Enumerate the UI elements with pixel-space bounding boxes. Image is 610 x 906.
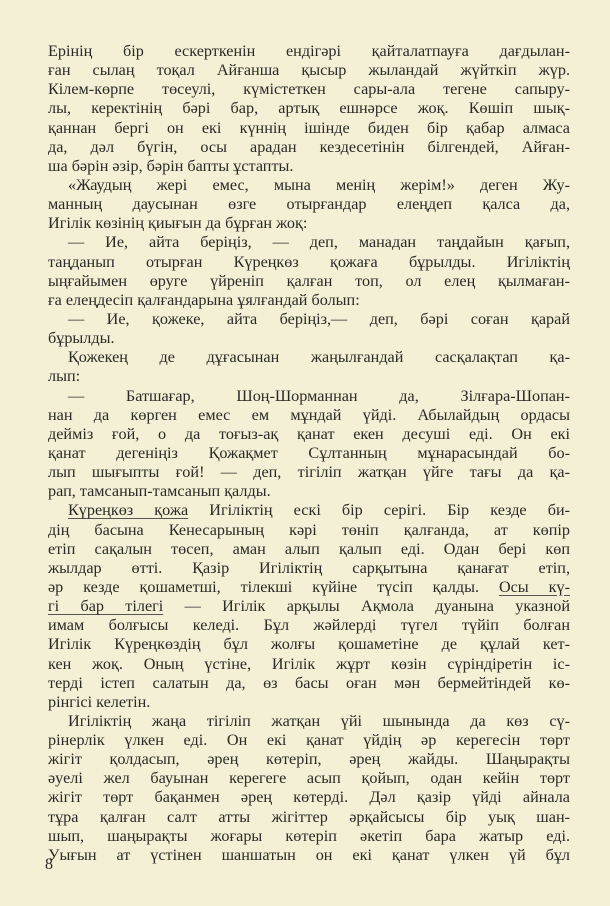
text-line: [48, 750, 570, 769]
text-line: [48, 463, 570, 482]
line-text: «Жаудың жері емес, мына менің жерім!» деген Жу-: [68, 175, 570, 194]
page-number: 8: [45, 856, 53, 873]
text-line: [48, 674, 570, 693]
line-text: шып, шаңырақты жоғары көтеріп әкетіп бара жатыр еді.: [48, 826, 570, 845]
line-text: манның даусынан өзге отырғандар елеңдеп қалса да,: [48, 195, 570, 214]
text-line: [48, 655, 570, 674]
text-line: [48, 769, 570, 788]
line-text: Қожекең де дұғасынан жаңылғандай сасқалақтап қа-: [68, 348, 570, 367]
line-text: — Батшағар, Шоң-Шорманнан да, Зілғара-Шопан-: [68, 386, 570, 405]
text-line: [48, 214, 570, 233]
text-line: [48, 99, 570, 118]
text-line: [48, 731, 570, 750]
line-text: әр кезде қошаметші, тілекші күйіне түсіп қалды.: [48, 577, 499, 596]
line-text: да, дәл бүгін, осы арадан кездесетінін білгендей, Айған-: [48, 137, 570, 156]
line-text: ша бәрін әзір, бәрін бапты ұстапты.: [48, 156, 294, 175]
text-line: [48, 501, 570, 520]
text-line: [48, 712, 570, 731]
line-text: нан да көрген емес ем мұндай үйді. Абылайдың ордасы: [48, 405, 570, 424]
line-text: әуелі жел бауынан керегеге асып қойып, одан кейін төрт: [48, 769, 570, 788]
text-line: [48, 138, 570, 157]
line-text: — Игілік арқылы Ақмола дуанына указной: [163, 597, 570, 616]
text-line: [48, 176, 570, 195]
line-text: дейміз ғой, о да тоғыз-ақ қанат екен десуші еді. Он екі: [48, 424, 570, 443]
text-line: [48, 808, 570, 827]
text-line: [48, 521, 570, 540]
line-text: етіп сақалын төсеп, аман алып қалып еді. Одан бері көп: [48, 539, 570, 558]
underlined-text: Осы кү-: [498, 577, 570, 596]
line-text: қаннан бергі он екі күннің ішінде биден бір қабар алмаса: [48, 118, 570, 137]
text-line: [48, 444, 570, 463]
text-line: [48, 846, 570, 865]
page-body: [48, 42, 570, 865]
line-text: ға елеңдесіп қалғандарына ұялғандай болып:: [48, 290, 360, 309]
text-line: [48, 61, 570, 80]
line-text: ыңғайымен өруге үйреніп қалған топ, ол елең қылмаған-: [48, 271, 570, 290]
line-text: Ерінің бір ескерткенін ендігәрі қайталатпауға дағдылан-: [48, 42, 570, 60]
text-line: [48, 482, 570, 501]
line-text: рап, тамсанып-тамсанып қалды.: [48, 482, 271, 501]
text-line: [48, 233, 570, 252]
text-line: [48, 119, 570, 138]
line-text: лып шығыпты ғой! — деп, тігіліп жатқан үйге тағы да қа-: [48, 463, 570, 482]
line-text: терді істеп салатын да, өз басы оған мән бермейтіндей кө-: [48, 673, 570, 692]
text-line: [48, 387, 570, 406]
text-line: [48, 788, 570, 807]
line-text: жігіт төрт бақанмен әрең көтерді. Дәл қазір үйді айнала: [48, 788, 570, 807]
text-line: [48, 195, 570, 214]
line-text: рінгісі келетін.: [48, 692, 151, 711]
line-text: жігіт қолдасып, әрең көтеріп, әрең жайды. Шаңырақты: [48, 750, 570, 769]
text-line: [48, 272, 570, 291]
underlined-text: Күреңкөз қожа: [68, 501, 189, 520]
text-line: [48, 635, 570, 654]
line-text: ған сылаң тоқал Айғанша қысыр жыландай жүйткіп жүр.: [48, 61, 570, 80]
text-line: [48, 157, 570, 176]
text-line: [48, 425, 570, 444]
text-line: [48, 348, 570, 367]
text-line: [48, 597, 570, 616]
line-text: жылдар өтті. Қазір Игіліктің сарқытына қанағат етіп,: [48, 558, 570, 577]
line-text: лы, керектінің бәрі бар, артық ешнәрсе жоқ. Көшіп шық-: [48, 99, 570, 118]
text-line: [48, 827, 570, 846]
text-line: [48, 291, 570, 310]
line-text: — Ие, айта беріңіз, — деп, манадан таңдайын қағып,: [68, 233, 570, 252]
line-text: бұрылды.: [48, 329, 115, 348]
line-text: қанат дегеніңіз Қожақмет Сұлтанның мұнарасындай бо-: [48, 443, 570, 462]
line-text: Уығын ат үстінен шаншатын он екі қанат үлкен үй бұл: [48, 845, 570, 864]
text-line: [48, 406, 570, 425]
line-text: таңданып отырған Күреңкөз қожаға бұрылды. Игіліктің: [48, 252, 570, 271]
text-line: [48, 367, 570, 386]
line-text: Кілем-көрпе төсеулі, күмістеткен сары-ала тегене сапыру-: [48, 80, 570, 99]
text-line: [48, 42, 570, 61]
line-text: Игіліктің жаңа тігіліп жатқан үйі шынында да көз сү-: [68, 711, 570, 730]
text-line: [48, 540, 570, 559]
text-line: [48, 310, 570, 329]
line-text: — Ие, қожеке, айта беріңіз,— деп, бәрі соған қарай: [68, 309, 570, 328]
line-text: рінерлік үлкен еді. Он екі қанат үйдің әр керегесін төрт: [48, 731, 570, 750]
line-text: Игіліктің ескі бір серігі. Бір кезде би-: [188, 501, 570, 520]
line-text: дің басына Кенесарының кәрі төніп қалғанда, ат көпір: [48, 520, 570, 539]
line-text: Игілік Күреңкөздің бұл жолғы қошаметіне де құлай кет-: [48, 635, 570, 654]
text-line: [48, 253, 570, 272]
underlined-text: гі бар тілегі: [48, 597, 164, 616]
line-text: лып:: [48, 367, 81, 386]
line-text: Игілік көзінің қиығын да бұрған жоқ:: [48, 214, 308, 233]
line-text: тұра қалған салт атты жігіттер әрқайсысы бір уық шан-: [48, 807, 570, 826]
text-line: [48, 80, 570, 99]
line-text: имам болғысы келеді. Бұл жәйлерді түгел түйіп болған: [48, 616, 570, 635]
text-line: [48, 693, 570, 712]
line-text: кен жоқ. Оның үстіне, Игілік жұрт көзін сүріндіретін іс-: [48, 654, 570, 673]
text-line: [48, 578, 570, 597]
text-line: [48, 559, 570, 578]
text-line: [48, 616, 570, 635]
text-line: [48, 329, 570, 348]
